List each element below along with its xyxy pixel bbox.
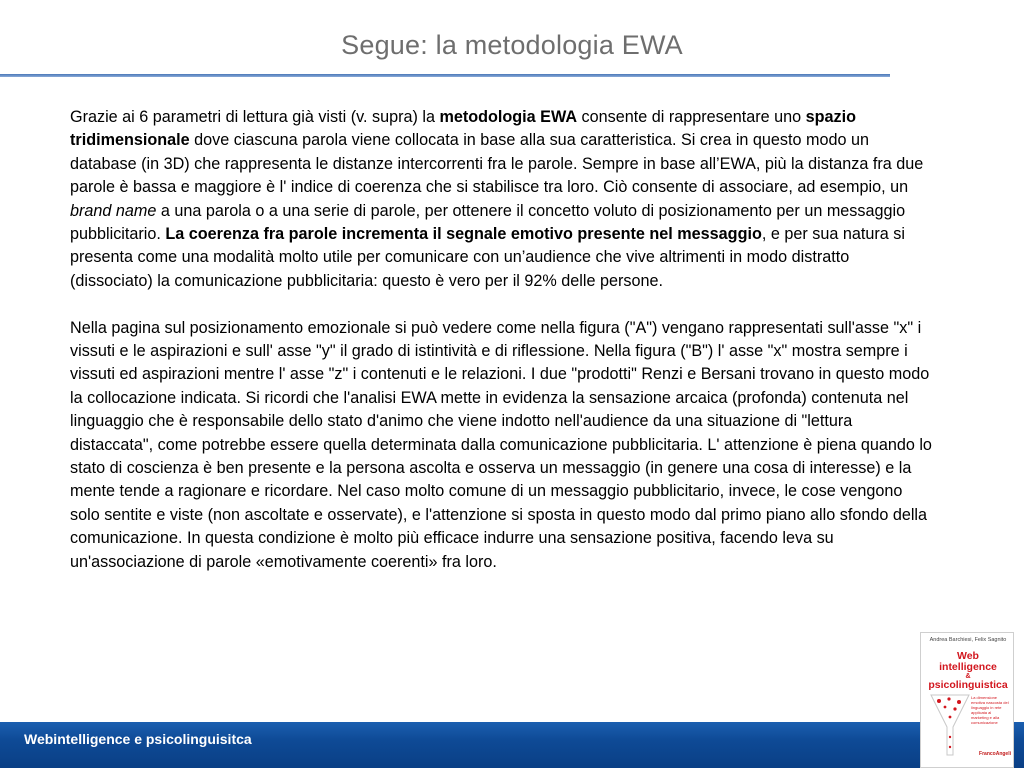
paragraph-1: [70, 106, 932, 293]
p1-italic-1: brand name: [70, 201, 157, 220]
book-title-line-4: psicolinguistica: [928, 679, 1008, 691]
slide-title: Segue: la metodologia EWA: [341, 30, 683, 60]
book-subtitle: La dimensione emotiva nascosta del linguaggio in rete applicata al marketing e alla comunicazione: [971, 695, 1009, 725]
book-title-line-2: intelligence: [939, 661, 997, 673]
footer-label: Webintelligence e psicolinguisitca: [24, 731, 252, 747]
body-text: [70, 106, 932, 574]
book-title-line-3: &: [965, 673, 971, 680]
book-authors: Andrea Barchiesi, Felix Sagnito: [929, 637, 1007, 643]
p1-text-3: dove ciascuna parola viene collocata in base alla sua caratteristica. Si crea in questo modo un database (in 3D) che rappresenta le distanze intercorrenti fra le parole. Sempre in base all’EWA, più la distanza fra due parole è bassa e maggiore è l' indice di coerenza che si stabilisce tra loro. Ciò consente di associare, ad esempio, un: [70, 131, 924, 197]
p1-bold-3: La coerenza fra parole incrementa il segnale emotivo presente nel messaggio: [165, 225, 762, 244]
book-publisher: FrancoAngeli: [979, 751, 1011, 757]
p1-text-1: Grazie ai 6 parametri di lettura già visti (v. supra) la: [70, 108, 440, 126]
funnel-graphic: [929, 693, 971, 763]
p1-text-5: , e per sua natura si presenta come una modalità molto utile per comunicare con un’audience che vive altrimenti in modo distratto (dissociato) la comunicazione pubblicitaria: questo è vero per il 92% delle persone.: [70, 225, 905, 290]
p1-bold-1: metodologia EWA: [439, 108, 578, 126]
paragraph-2: Nella pagina sul posizionamento emozionale si può vedere come nella figura ("A") vengano rappresentati sull'asse "x" i vissuti e le aspirazioni e sull' asse "y" il grado di istintività e di riflessione. Nella figura ("B") l' asse "x" mostra sempre i vissuti ed aspirazioni mentre l' asse "z" i contenuti e le relazioni. I due "prodotti" Renzi e Bersani trovano in questo modo la collocazione indicata. Si ricordi che l'analisi EWA mette in evidenza la sensazione arcaica (profonda) contenuta nel linguaggio che è responsabile dello stato d'animo che viene indotto nell'audience da una situazione di "lettura distaccata", come potrebbe essere quella determinata dalla comunicazione pubblicitaria. L' attenzione è piena quando lo stato di coscienza è ben presente e la persona ascolta e osserva un messaggio (in genere una cosa di interesse) e la mente tende a ragionare e ricordare. Nel caso molto comune di un messaggio pubblicitario, invece, le cose vengono solo sentite e viste (non ascoltate e osservate), e l'attenzione si sposta in questo modo dal primo piano allo sfondo della comunicazione. In questa condizione è molto più efficace indurre una sensazione positiva, facendo leva su un'associazione di parole «emotivamente coerenti» fra loro.: [70, 318, 932, 571]
p1-text-4: a una parola o a una serie di parole, per ottenere il concetto voluto di posizionamento per un messaggio pubblicitario.: [70, 201, 906, 244]
title-divider: [0, 74, 890, 77]
p1-bold-2: spazio tridimensionale: [70, 108, 856, 150]
book-cover-image: [920, 632, 1014, 768]
book-title-line-1: Web: [957, 650, 979, 662]
p1-text-2: consente di rappresentare uno: [577, 108, 806, 126]
book-title: [923, 651, 1013, 691]
